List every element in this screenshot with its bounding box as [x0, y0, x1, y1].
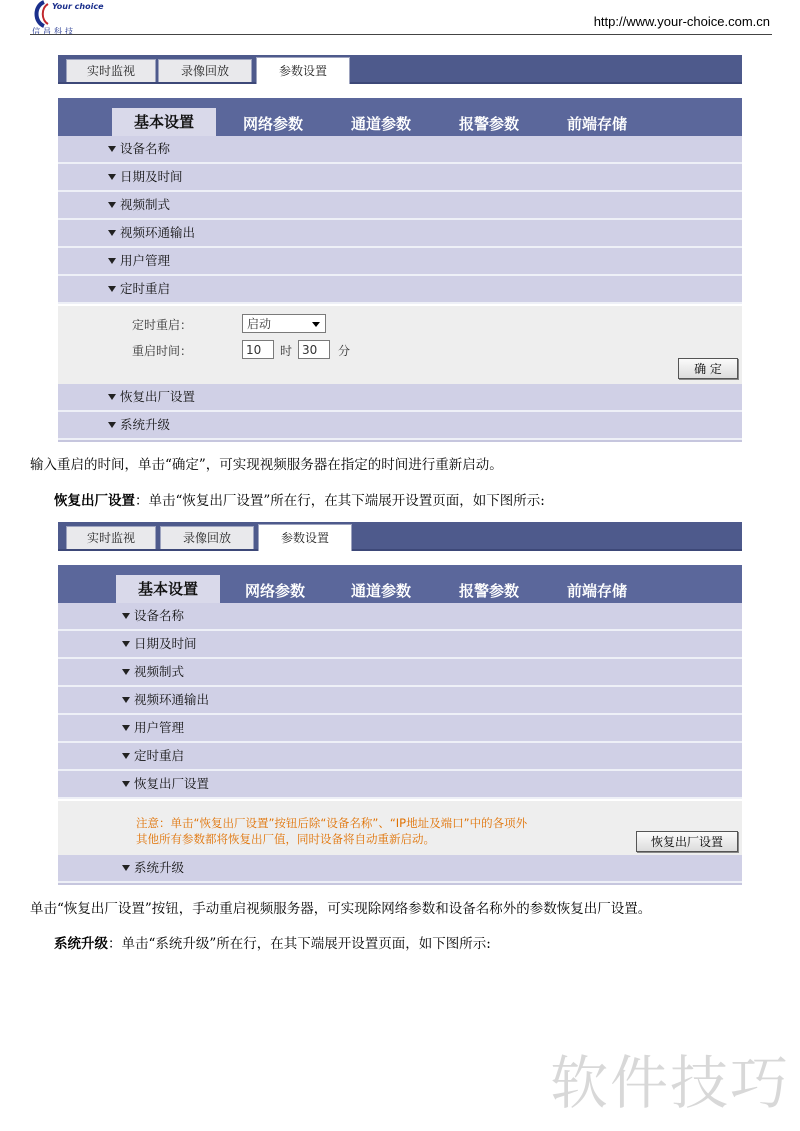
row-system-upgrade[interactable]: 系统升级: [58, 855, 742, 883]
expand-arrow-icon: [108, 174, 116, 180]
tab-live-view[interactable]: 实时监视: [66, 59, 156, 82]
subtab-frontend-storage[interactable]: 前端存储: [566, 582, 627, 600]
sub-tab-bar: [58, 565, 742, 603]
logo-subtitle: 信昌科技: [32, 27, 76, 36]
restart-select[interactable]: 启动: [242, 314, 326, 333]
expand-arrow-icon: [122, 669, 130, 675]
expand-arrow-icon: [122, 613, 130, 619]
row-factory-reset[interactable]: 恢复出厂设置: [58, 771, 742, 799]
expand-arrow-icon: [108, 394, 116, 400]
row-scheduled-restart[interactable]: 定时重启: [58, 276, 742, 304]
minute-input[interactable]: 30: [298, 340, 330, 359]
sub-tab-bar: [58, 98, 742, 136]
row-date-time[interactable]: 日期及时间: [58, 631, 742, 659]
row-video-loop-output[interactable]: 视频环通输出: [58, 687, 742, 715]
expand-arrow-icon: [108, 422, 116, 428]
expand-arrow-icon: [108, 202, 116, 208]
row-scheduled-restart[interactable]: 定时重启: [58, 743, 742, 771]
subtab-network-params[interactable]: 网络参数: [244, 582, 305, 600]
subtab-basic-settings[interactable]: 基本设置: [116, 575, 220, 603]
restart-time-label: 重启时间：: [132, 344, 193, 358]
settings-screenshot-1: [58, 55, 742, 443]
logo-text: Your choice: [52, 2, 104, 11]
watermark: 软件技巧: [549, 1049, 790, 1117]
hour-input[interactable]: 10: [242, 340, 274, 359]
tab-playback[interactable]: 录像回放: [158, 59, 252, 82]
expand-arrow-icon: [122, 753, 130, 759]
factory-reset-section: [58, 801, 742, 855]
paragraph-restart-desc: 输入重启的时间，单击“确定”，可实现视频服务器在指定的时间进行重新启动。: [30, 457, 503, 473]
scheduled-restart-section: [58, 306, 742, 384]
row-user-management[interactable]: 用户管理: [58, 248, 742, 276]
panel-bottom-border: [58, 883, 742, 885]
tab-parameter-settings[interactable]: 参数设置: [258, 524, 352, 551]
top-tab-bar: [58, 522, 742, 551]
subtab-basic-settings[interactable]: 基本设置: [112, 108, 216, 136]
tab-parameter-settings[interactable]: 参数设置: [256, 57, 350, 84]
row-system-upgrade[interactable]: 系统升级: [58, 412, 742, 440]
row-device-name[interactable]: 设备名称: [58, 603, 742, 631]
expand-arrow-icon: [108, 258, 116, 264]
company-logo: [30, 0, 104, 38]
restart-label: 定时重启：: [132, 318, 193, 332]
expand-arrow-icon: [122, 641, 130, 647]
row-video-loop-output[interactable]: 视频环通输出: [58, 220, 742, 248]
expand-arrow-icon: [108, 286, 116, 292]
factory-reset-heading: 恢复出厂设置: [54, 493, 135, 509]
expand-arrow-icon: [122, 781, 130, 787]
row-video-standard[interactable]: 视频制式: [58, 659, 742, 687]
chevron-down-icon: [312, 322, 320, 327]
expand-arrow-icon: [122, 697, 130, 703]
confirm-button[interactable]: 确 定: [678, 358, 738, 379]
system-upgrade-heading: 系统升级: [54, 936, 108, 952]
settings-panel: [58, 98, 742, 443]
expand-arrow-icon: [122, 865, 130, 871]
tab-playback[interactable]: 录像回放: [160, 526, 254, 549]
top-tab-bar: [58, 55, 742, 84]
panel-bottom-border: [58, 440, 742, 442]
factory-reset-button[interactable]: 恢复出厂设置: [636, 831, 738, 852]
header-divider: [30, 34, 772, 35]
factory-reset-note: 注意：单击“恢复出厂设置”按钮后除“设备名称”、“IP地址及端口”中的各项外 其他所有参数都将恢复出厂值，同时设备将自动重新启动。: [136, 816, 528, 846]
subtab-channel-params[interactable]: 通道参数: [350, 115, 411, 133]
subtab-network-params[interactable]: 网络参数: [242, 115, 303, 133]
paragraph-factory-intro: 恢复出厂设置：单击“恢复出厂设置”所在行，在其下端展开设置页面，如下图所示:: [54, 493, 545, 509]
row-user-management[interactable]: 用户管理: [58, 715, 742, 743]
subtab-frontend-storage[interactable]: 前端存储: [566, 115, 627, 133]
row-date-time[interactable]: 日期及时间: [58, 164, 742, 192]
settings-screenshot-2: [58, 522, 742, 886]
header-url: http://www.your-choice.com.cn: [593, 14, 770, 29]
hour-unit: 时: [280, 344, 293, 358]
paragraph-upgrade-intro: 系统升级：单击“系统升级”所在行，在其下端展开设置页面，如下图所示:: [54, 936, 491, 952]
row-factory-reset[interactable]: 恢复出厂设置: [58, 384, 742, 412]
settings-panel: [58, 565, 742, 886]
row-device-name[interactable]: 设备名称: [58, 136, 742, 164]
subtab-channel-params[interactable]: 通道参数: [350, 582, 411, 600]
expand-arrow-icon: [108, 230, 116, 236]
subtab-alarm-params[interactable]: 报警参数: [458, 582, 519, 600]
tab-live-view[interactable]: 实时监视: [66, 526, 156, 549]
minute-unit: 分: [338, 344, 351, 358]
row-video-standard[interactable]: 视频制式: [58, 192, 742, 220]
expand-arrow-icon: [122, 725, 130, 731]
expand-arrow-icon: [108, 146, 116, 152]
subtab-alarm-params[interactable]: 报警参数: [458, 115, 519, 133]
paragraph-factory-desc: 单击“恢复出厂设置”按钮，手动重启视频服务器，可实现除网络参数和设备名称外的参数恢复出厂设置。: [30, 901, 652, 917]
